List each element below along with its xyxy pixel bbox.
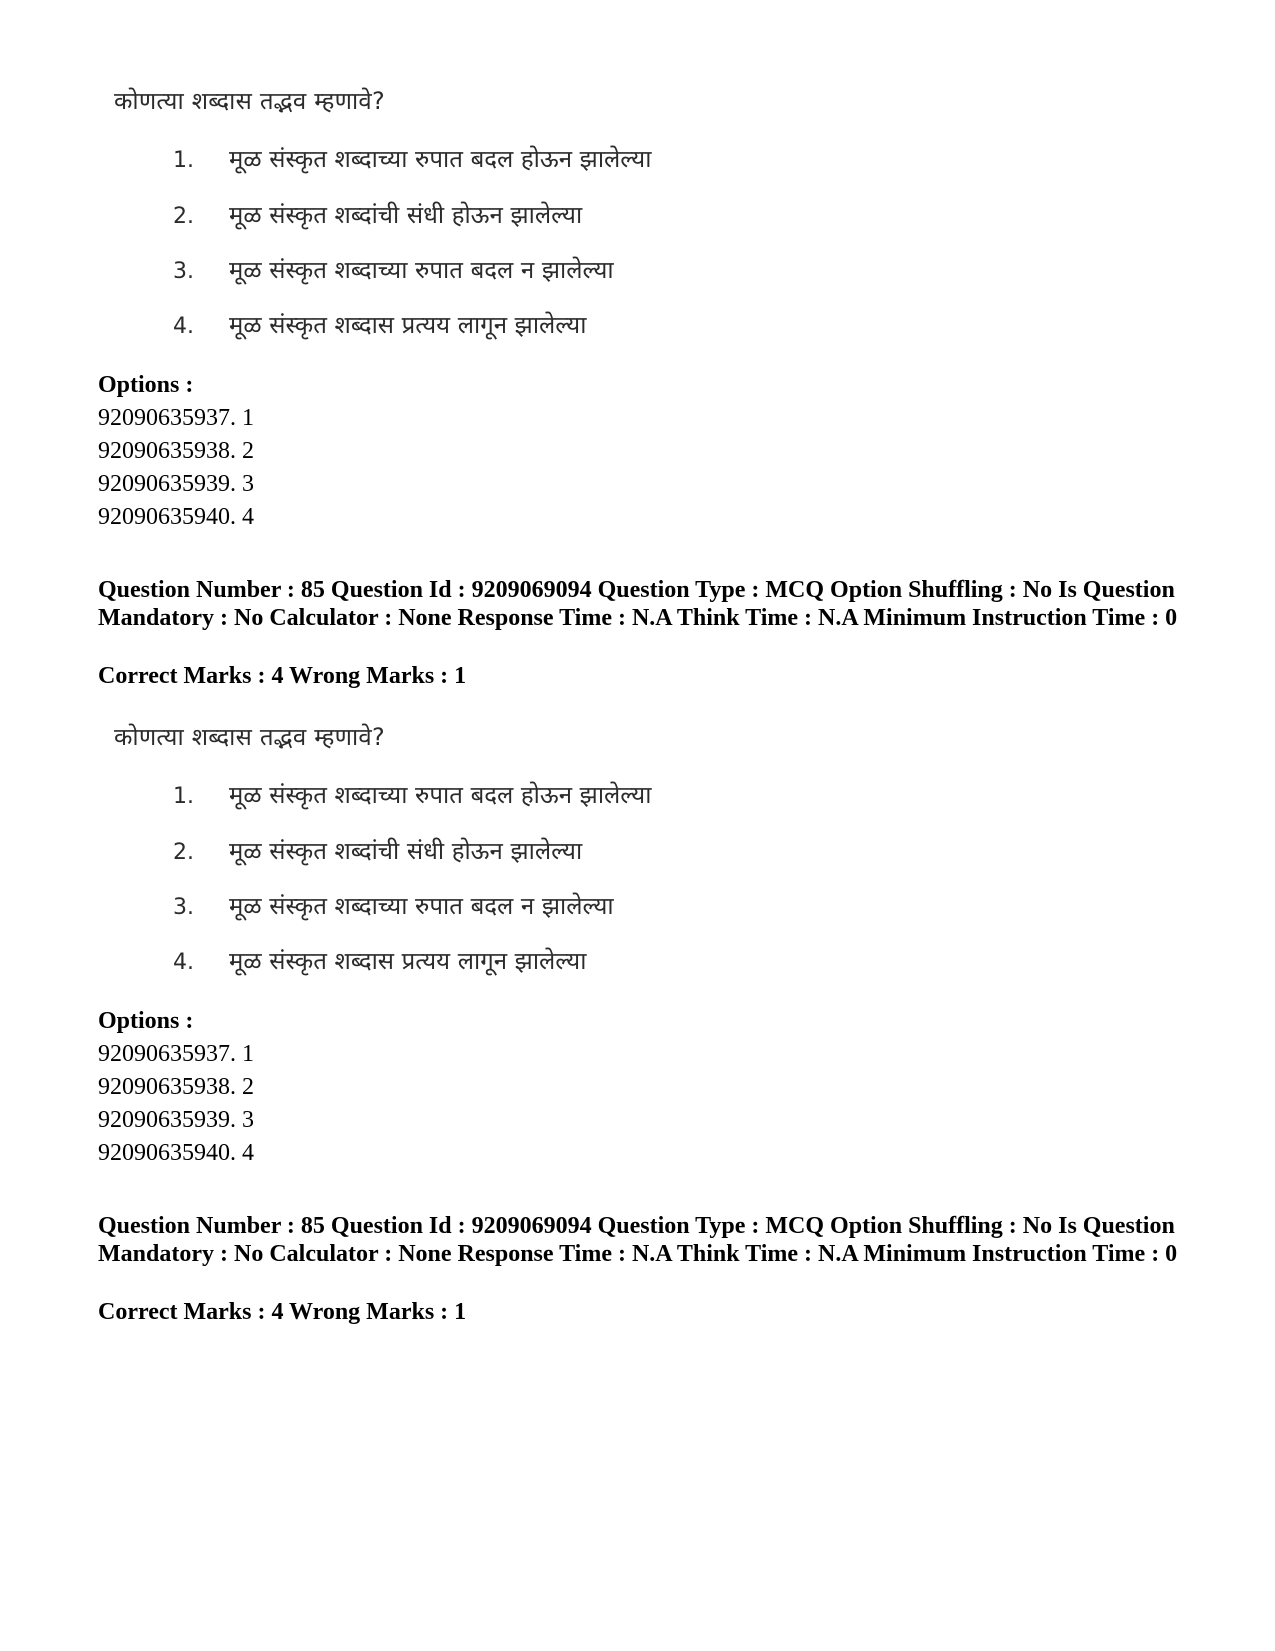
choice-text: मूळ संस्कृत शब्दांची संधी होऊन झालेल्या	[229, 837, 583, 865]
choice-number: 2.	[173, 840, 194, 865]
choice-item	[173, 889, 614, 922]
option-line: 92090635940. 4	[98, 504, 254, 530]
choice-item	[173, 944, 586, 977]
marks-line: Correct Marks : 4 Wrong Marks : 1	[98, 663, 467, 689]
choice-text: मूळ संस्कृत शब्दाच्या रुपात बदल होऊन झालेल्या	[229, 145, 652, 173]
choice-item	[173, 308, 586, 341]
options-label: Options :	[98, 372, 194, 398]
question-text: कोणत्या शब्दास तद्भव म्हणावे?	[114, 87, 385, 115]
choice-text: मूळ संस्कृत शब्दाच्या रुपात बदल न झालेल्या	[229, 256, 614, 284]
choice-number: 2.	[173, 204, 194, 229]
choice-number: 3.	[173, 895, 194, 920]
choice-text: मूळ संस्कृत शब्दांची संधी होऊन झालेल्या	[229, 201, 583, 229]
question-meta: Question Number : 85 Question Id : 9209069094 Question Type : MCQ Option Shuffling : No Is Question Mandatory : No Calculator : None Response Time : N.A Think Time : N.A Minimum Instruction Time : 0	[98, 577, 1178, 631]
choice-text: मूळ संस्कृत शब्दाच्या रुपात बदल न झालेल्या	[229, 892, 614, 920]
question-text: कोणत्या शब्दास तद्भव म्हणावे?	[114, 723, 385, 751]
option-line: 92090635937. 1	[98, 405, 254, 431]
choice-number: 3.	[173, 259, 194, 284]
question-meta: Question Number : 85 Question Id : 9209069094 Question Type : MCQ Option Shuffling : No Is Question Mandatory : No Calculator : None Response Time : N.A Think Time : N.A Minimum Instruction Time : 0	[98, 1213, 1178, 1267]
question-image-2	[96, 720, 736, 990]
option-line: 92090635937. 1	[98, 1041, 254, 1067]
choice-item	[173, 778, 651, 811]
question-image-1	[96, 84, 736, 354]
choice-number: 4.	[173, 314, 194, 339]
option-line: 92090635939. 3	[98, 471, 254, 497]
marks-line: Correct Marks : 4 Wrong Marks : 1	[98, 1299, 467, 1325]
choice-number: 4.	[173, 950, 194, 975]
choice-item	[173, 142, 651, 175]
option-line: 92090635938. 2	[98, 1074, 254, 1100]
option-line: 92090635938. 2	[98, 438, 254, 464]
choice-text: मूळ संस्कृत शब्दाच्या रुपात बदल होऊन झालेल्या	[229, 781, 652, 809]
option-line: 92090635939. 3	[98, 1107, 254, 1133]
choice-item	[173, 198, 582, 231]
choice-text: मूळ संस्कृत शब्दास प्रत्यय लागून झालेल्या	[229, 311, 587, 339]
options-label: Options :	[98, 1008, 194, 1034]
choice-item	[173, 834, 582, 867]
choice-item	[173, 253, 614, 286]
choice-number: 1.	[173, 148, 194, 173]
choice-text: मूळ संस्कृत शब्दास प्रत्यय लागून झालेल्या	[229, 947, 587, 975]
choice-number: 1.	[173, 784, 194, 809]
option-line: 92090635940. 4	[98, 1140, 254, 1166]
